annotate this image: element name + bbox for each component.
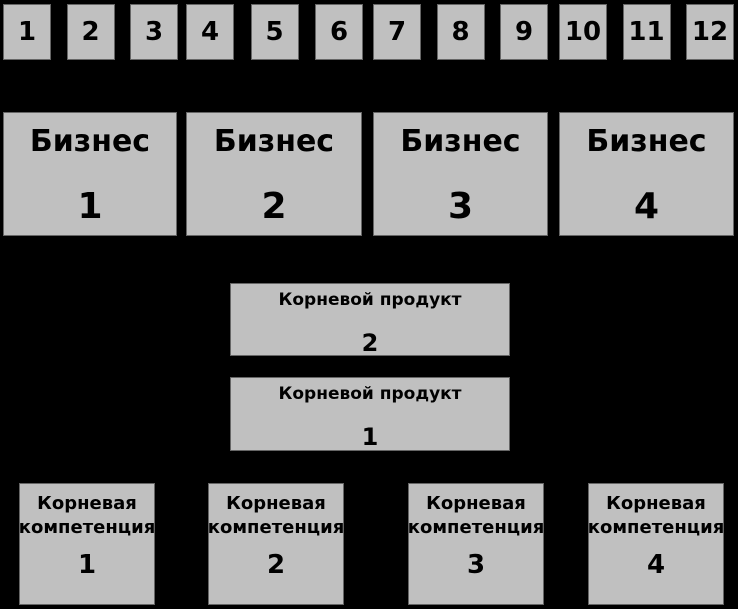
business-node-1 [3, 112, 177, 236]
root-product-number: 1 [361, 423, 379, 451]
end-product-node-12: 12 [686, 4, 734, 60]
end-products-group-2 [186, 4, 363, 60]
business-label: Бизнес [586, 124, 707, 159]
business-number: 3 [447, 186, 474, 227]
root-competency-node-3 [408, 483, 544, 605]
root-competency-number: 2 [266, 550, 286, 580]
business-node-2 [186, 112, 362, 236]
end-product-node-4: 4 [186, 4, 234, 60]
business-node-3 [373, 112, 548, 236]
root-product-node-1 [230, 377, 510, 451]
root-competency-node-1 [19, 483, 155, 605]
end-product-node-8: 8 [437, 4, 485, 60]
end-products-group-1 [3, 4, 178, 60]
end-product-node-11: 11 [623, 4, 671, 60]
end-product-node-2: 2 [67, 4, 115, 60]
root-competency-node-2 [208, 483, 344, 605]
end-products-group-3 [373, 4, 548, 60]
root-product-node-2 [230, 283, 510, 356]
business-label: Бизнес [29, 124, 151, 159]
root-competency-label: Корневая компетенция [407, 493, 545, 538]
end-product-node-3: 3 [130, 4, 178, 60]
business-node-4 [559, 112, 734, 236]
root-competency-label: Корневая компетенция [587, 493, 725, 538]
business-label: Бизнес [400, 124, 521, 159]
root-product-label: Корневой продукт [278, 290, 462, 310]
end-product-node-5: 5 [251, 4, 299, 60]
root-product-number: 2 [361, 329, 379, 357]
business-number: 2 [261, 186, 287, 227]
end-product-node-7: 7 [373, 4, 421, 60]
business-number: 1 [77, 186, 103, 227]
root-competency-label: Корневая компетенция [18, 493, 156, 538]
end-product-node-6: 6 [315, 4, 363, 60]
business-label: Бизнес [213, 124, 335, 159]
root-competency-number: 3 [466, 550, 486, 580]
root-competency-number: 4 [646, 550, 666, 580]
end-products-group-4 [559, 4, 734, 60]
root-competency-label: Корневая компетенция [207, 493, 345, 538]
end-product-node-1: 1 [3, 4, 51, 60]
root-competency-number: 1 [77, 550, 97, 580]
end-product-node-10: 10 [559, 4, 607, 60]
end-product-node-9: 9 [500, 4, 548, 60]
business-number: 4 [633, 186, 660, 227]
root-product-label: Корневой продукт [278, 384, 462, 404]
root-competency-node-4 [588, 483, 724, 605]
